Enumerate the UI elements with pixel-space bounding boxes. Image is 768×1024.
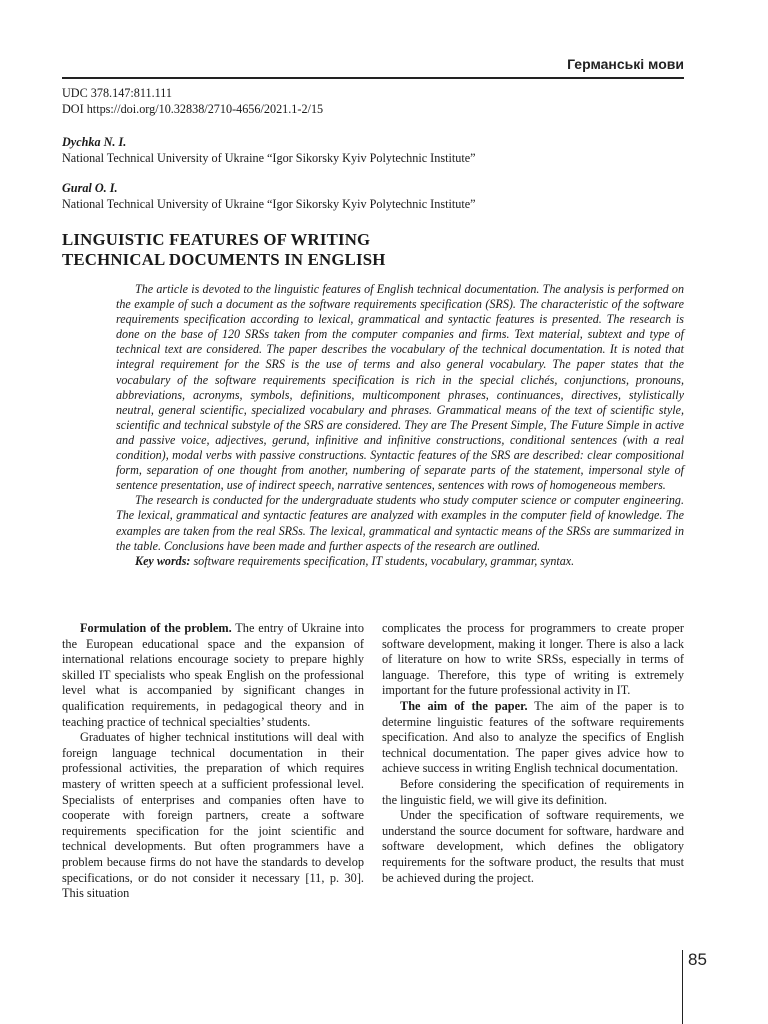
author-block-1 (62, 134, 476, 166)
article-meta (62, 85, 323, 117)
body-paragraph: Graduates of higher technical institutions will deal with foreign language technical documentation in their professional activities, the preparation of which requires mastery of written speech at a sufficient professional level. Specialists of enterprises and companies often have to cooperate with foreign partners, create a software requirements specification for the joint scientific and technical developments. But often programmers have a problem because firms do not have the standards to develop specifications, or do not consider it necessary [11, p. 30]. This situation (62, 730, 364, 901)
body-column-left (62, 621, 364, 902)
title-line-2: TECHNICAL DOCUMENTS IN ENGLISH (62, 250, 386, 269)
author-name: Dychka N. I. (62, 135, 127, 149)
udc-code: UDC 378.147:811.111 (62, 86, 173, 100)
paragraph-text: The entry of Ukraine into the European educational space and the expansion of international relations encourage society to prepare highly skilled IT specialists who speak English on the professional level what is accompanied by significant changes in qualification requirements, in pedagogical theory and in teaching practice of technical specialties’ students. (62, 621, 364, 729)
paragraph-text: The aim of the paper is to determine linguistic features of the software requirements specification. And also to analyze the specifics of English technical documentation. The paper gives advice how to achieve success in writing English technical documentation. (382, 698, 684, 776)
body-paragraph: complicates the process for programmers to create proper software development, making it longer. There is also a lack of literature on how to write SRSs, especially in terms of language. Therefore, this type of writing is extremely important for the future professional activity in IT. (382, 621, 684, 698)
author-name: Gural O. I. (62, 181, 118, 195)
body-paragraph (62, 621, 364, 730)
abstract (116, 282, 684, 569)
article-title (62, 230, 386, 270)
body-paragraph (382, 699, 684, 777)
keywords-label: Key words: (135, 553, 191, 568)
section-lead: The aim of the paper. (400, 698, 528, 713)
author-affiliation: National Technical University of Ukraine “Igor Sikorsky Kyiv Polytechnic Institute” (62, 197, 476, 211)
doi-link[interactable]: DOI https://doi.org/10.32838/2710-4656/2021.1-2/15 (62, 102, 324, 116)
body-paragraph: Before considering the specification of requirements in the linguistic field, we will give its definition. (382, 776, 684, 807)
keywords (116, 554, 684, 569)
page-number-rule (682, 950, 683, 1024)
body-column-right (382, 621, 684, 886)
author-affiliation: National Technical University of Ukraine “Igor Sikorsky Kyiv Polytechnic Institute” (62, 151, 476, 165)
abstract-paragraph-1: The article is devoted to the linguistic features of English technical documentation. The analysis is performed on the example of such a document as the software requirements specification (SRS). The characteristic of the software requirements specification according to lexical, grammatical and syntactic features is presented. The research is done on the base of 120 SRSs taken from the computer companies and firms. Text material, subtext and type of technical text are considered. The paper describes the vocabulary of the technical documentation. It is noted that integral requirement for the SRS is the use of terms and also general vocabulary. The paper states that the vocabulary of the software requirements specification is rich in the special clichés, conjunctions, pronouns, abbreviations, acronyms, symbols, definitions, multicomponent phrases, continuances, directives, stylistically neutral, general scientific, specialized vocabulary and phrases. Grammatical means of the text of scientific style, scientific and technical substyle of the SRS are considered. They are The Present Simple, The Future Simple in active and passive voice, adjectives, gerund, infinitive and infinitive constructions, conditional sentences (with a real condition), modal verbs with passive constructions. Syntactic features of the SRS are described: clear compositional form, separation of one thought from another, numbering of separate parts of the statement, impersonal style of sentence presentation, use of indirect speech, narrative sentences, sentences with rows of homogeneous members. (116, 282, 684, 493)
author-block-2 (62, 180, 476, 212)
body-paragraph: Under the specification of software requirements, we understand the source document for software, hardware and software development, which defines the obligatory requirements for the software product, the results that must be achieved during the project. (382, 808, 684, 885)
section-lead: Formulation of the problem. (80, 621, 232, 635)
running-head: Германські мови (567, 56, 684, 72)
page-number: 85 (688, 950, 707, 969)
keywords-text: software requirements specification, IT students, vocabulary, grammar, syntax. (190, 553, 575, 568)
title-line-1: LINGUISTIC FEATURES OF WRITING (62, 230, 371, 249)
header-rule (62, 77, 684, 79)
abstract-paragraph-2: The research is conducted for the undergraduate students who study computer science or computer engineering. The lexical, grammatical and syntactic features are analyzed with examples in the computer field of knowledge. The examples are taken from the real SRSs. The lexical, grammatical and syntactic means of the SRSs are summarized in the table. Conclusions have been made and further aspects of the research are outlined. (116, 493, 684, 553)
